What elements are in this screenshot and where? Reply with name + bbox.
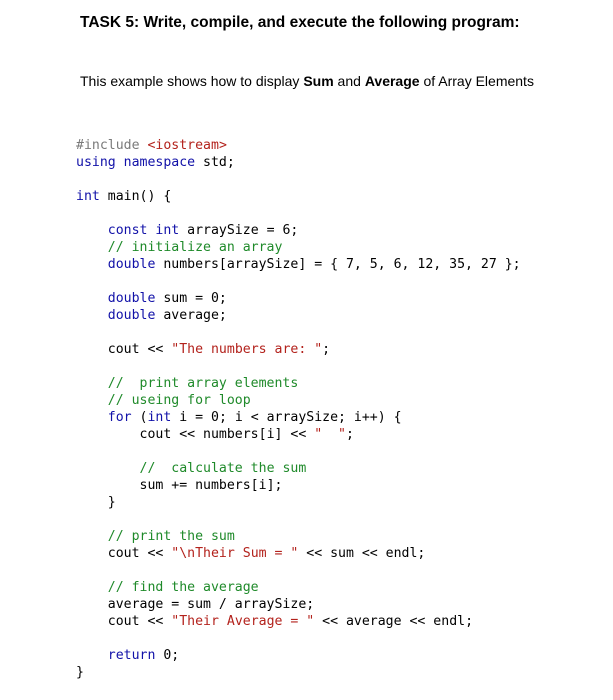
intro-bold-average: Average — [364, 73, 420, 89]
return-keyword: return — [107, 648, 156, 663]
comment-calculate-sum: // calculate the sum — [139, 461, 307, 476]
semicolon: ; — [322, 342, 331, 357]
close-brace: } — [76, 665, 84, 680]
code-line-for-close — [76, 494, 521, 511]
const-int-keywords: const int — [107, 223, 180, 238]
code-line-cout-avg — [76, 613, 521, 630]
code-line-cout-numbers-are — [76, 341, 521, 358]
average-endl: << average << endl; — [314, 614, 474, 629]
code-line-comment-init — [76, 239, 521, 256]
cout-intro: cout << — [107, 546, 172, 561]
intro-middle: and — [333, 73, 365, 89]
for-paren: ( — [131, 410, 148, 425]
include-header: <iostream> — [147, 138, 227, 153]
sum-decl: sum = 0; — [155, 291, 227, 306]
cout-numbers: cout << numbers[i] << — [139, 427, 315, 442]
double-keyword: double — [107, 308, 156, 323]
code-line-blank — [76, 358, 521, 375]
cout-intro: cout << — [107, 614, 172, 629]
code-line-blank — [76, 324, 521, 341]
average-calc: average = sum / arraySize; — [107, 597, 315, 612]
string-space: " " — [314, 427, 346, 442]
include-directive: #include — [76, 138, 140, 153]
code-line-sum-add — [76, 477, 521, 494]
code-line-comment-calc — [76, 460, 521, 477]
code-line-cout-element — [76, 426, 521, 443]
code-line-blank — [76, 171, 521, 188]
cout-intro: cout << — [107, 342, 172, 357]
code-line-blank — [76, 562, 521, 579]
code-line-comment-print-sum — [76, 528, 521, 545]
comment-print-sum: // print the sum — [107, 529, 235, 544]
sum-endl: << sum << endl; — [298, 546, 426, 561]
code-line-cout-sum — [76, 545, 521, 562]
sum-add: sum += numbers[i]; — [139, 478, 283, 493]
string-their-sum: "\nTheir Sum = " — [171, 546, 299, 561]
for-keyword: for — [107, 410, 132, 425]
code-line-numbers — [76, 256, 521, 273]
code-line-comment-loop — [76, 392, 521, 409]
main-rest: main() { — [99, 189, 172, 204]
code-line-avg-calc — [76, 596, 521, 613]
comment-print-elements: // print array elements — [107, 376, 299, 391]
using-rest: std; — [195, 155, 235, 170]
main-type: int — [76, 189, 100, 204]
code-line-comment-find-avg — [76, 579, 521, 596]
task-title: TASK 5: Write, compile, and execute the following program: — [80, 14, 520, 31]
code-line-arraysize — [76, 222, 521, 239]
arraysize-decl: arraySize = 6; — [179, 223, 299, 238]
comment-find-average: // find the average — [107, 580, 259, 595]
code-line-average-decl — [76, 307, 521, 324]
code-line-main — [76, 188, 521, 205]
int-keyword: int — [147, 410, 172, 425]
code-line-blank — [76, 630, 521, 647]
double-keyword: double — [107, 291, 156, 306]
code-line-blank — [76, 511, 521, 528]
comment-for-loop: // useing for loop — [107, 393, 251, 408]
code-line-for — [76, 409, 521, 426]
code-line-return — [76, 647, 521, 664]
double-keyword: double — [107, 257, 156, 272]
intro-prefix: This example shows how to display — [80, 73, 304, 89]
return-rest: 0; — [155, 648, 180, 663]
code-line-sum-decl — [76, 290, 521, 307]
code-line-using — [76, 154, 521, 171]
comment-init: // initialize an array — [107, 240, 283, 255]
semicolon: ; — [345, 427, 354, 442]
code-line-include — [76, 137, 521, 154]
code-line-blank — [76, 273, 521, 290]
using-keywords: using namespace — [76, 155, 196, 170]
for-rest: i = 0; i < arraySize; i++) { — [171, 410, 402, 425]
average-decl: average; — [155, 308, 227, 323]
string-numbers-are: "The numbers are: " — [171, 342, 323, 357]
code-line-blank — [76, 443, 521, 460]
code-line-blank — [76, 205, 521, 222]
string-their-average: "Their Average = " — [171, 614, 315, 629]
intro-suffix: of Array Elements — [419, 73, 534, 89]
code-line-comment-print — [76, 375, 521, 392]
code-line-main-close — [76, 664, 521, 681]
close-brace: } — [107, 495, 116, 510]
intro-bold-sum: Sum — [303, 73, 334, 89]
intro-paragraph — [80, 73, 534, 89]
numbers-decl: numbers[arraySize] = { 7, 5, 6, 12, 35, 27 }; — [155, 257, 521, 272]
code-listing — [76, 137, 521, 681]
